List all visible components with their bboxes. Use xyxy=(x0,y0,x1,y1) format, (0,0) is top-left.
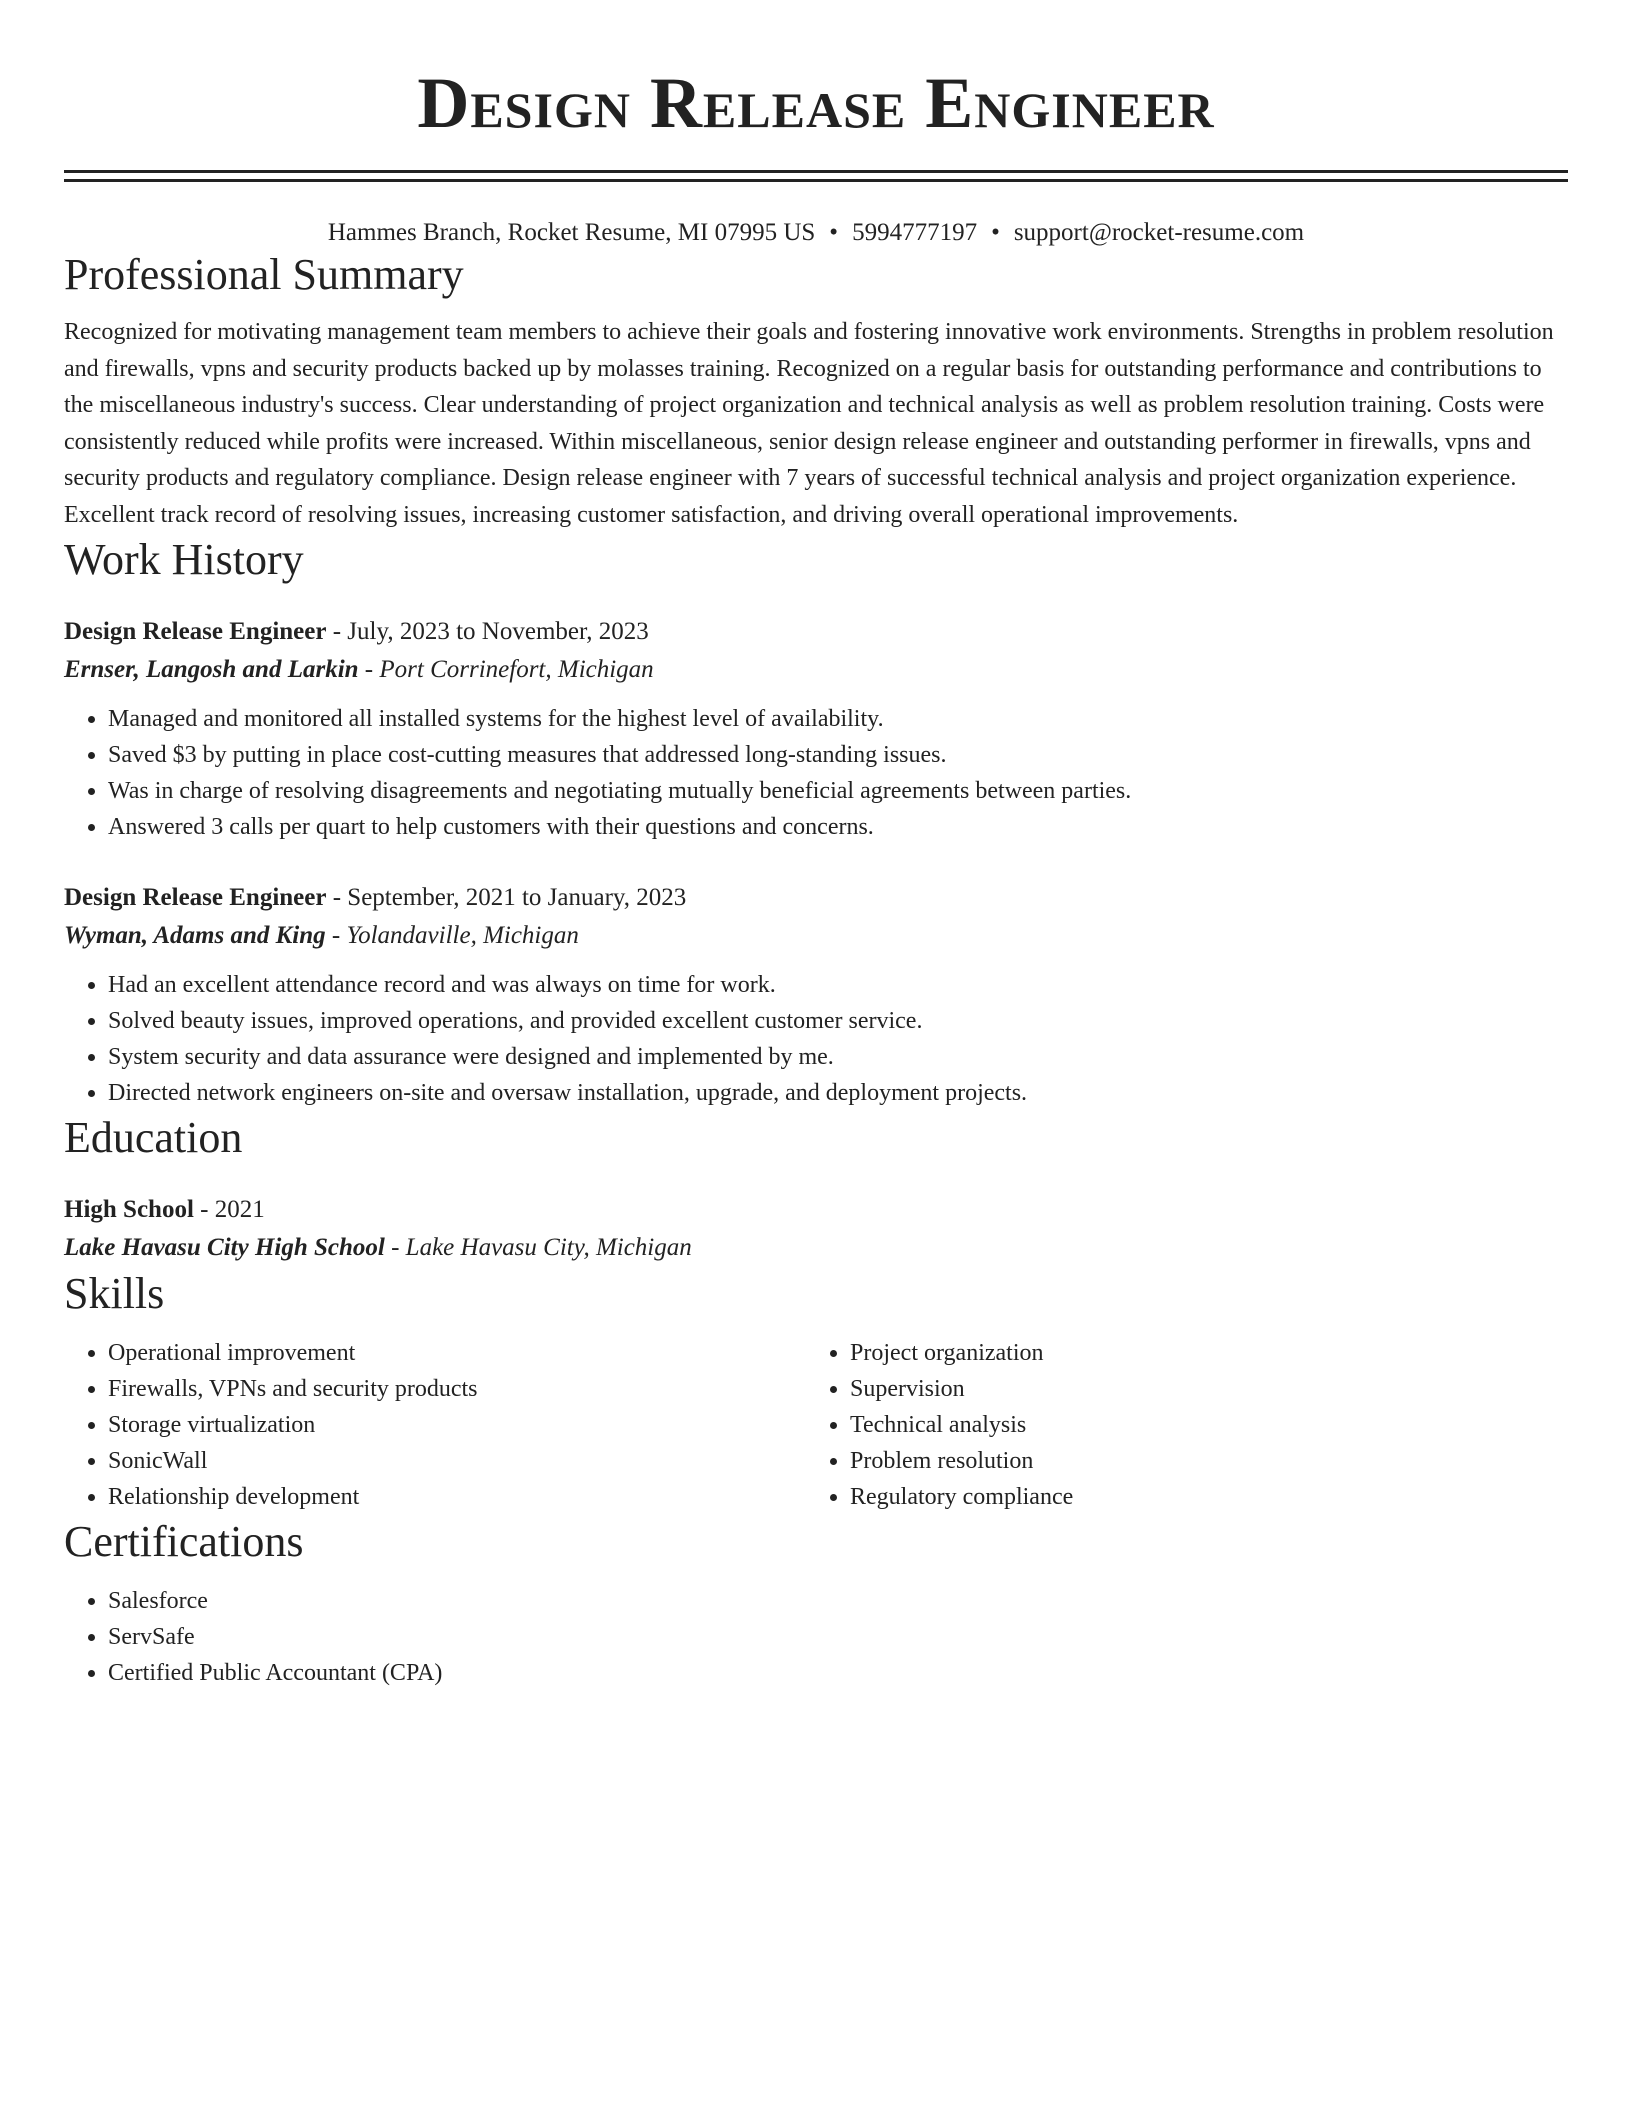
education-year: - 2021 xyxy=(193,1196,265,1223)
job-bullet: • Managed and monitored all installed systems for the highest level of availability. xyxy=(108,701,1568,737)
contact-email: support@rocket-resume.com xyxy=(1013,219,1305,246)
job-bullet: • Solved beauty issues, improved operations, and provided excellent customer service. xyxy=(108,1003,1568,1039)
skill-item: • Relationship development xyxy=(108,1479,806,1515)
skill-item: • Project organization xyxy=(850,1335,1548,1371)
job-entry xyxy=(64,613,1568,845)
job-bullets xyxy=(64,701,1568,845)
job-dates: - September, 2021 to January, 2023 xyxy=(326,884,687,911)
job-bullet: • Saved $3 by putting in place cost-cutting measures that addressed long-standing issues. xyxy=(108,737,1568,773)
contact-separator: • xyxy=(829,219,839,246)
job-role: Design Release Engineer xyxy=(64,884,327,911)
job-role: Design Release Engineer xyxy=(64,618,327,645)
certifications-list xyxy=(64,1583,1568,1691)
contact-phone: 5994777197 xyxy=(852,219,978,246)
work-history-heading: Work History xyxy=(64,535,304,584)
job-header xyxy=(64,613,1568,651)
resume-name: Design Release Engineer xyxy=(417,63,1215,143)
education-school: Lake Havasu City High School xyxy=(64,1234,385,1261)
job-dates: - July, 2023 to November, 2023 xyxy=(326,618,649,645)
job-bullet: • Had an excellent attendance record and was always on time for work. xyxy=(108,967,1568,1003)
education-location: - Lake Havasu City, Michigan xyxy=(384,1234,692,1261)
contact-separator: • xyxy=(991,219,1000,246)
skill-item: • Firewalls, VPNs and security products xyxy=(108,1371,806,1407)
skill-item: • SonicWall xyxy=(108,1443,806,1479)
skill-item: • Problem resolution xyxy=(850,1443,1548,1479)
skills-grid xyxy=(64,1335,1568,1515)
skill-item: • Regulatory compliance xyxy=(850,1479,1548,1515)
skill-item: • Technical analysis xyxy=(850,1407,1548,1443)
contact-line xyxy=(64,218,1568,248)
education-degree: High School xyxy=(64,1196,194,1223)
job-location: - Port Corrinefort, Michigan xyxy=(358,656,654,683)
education-header xyxy=(64,1191,1568,1229)
job-bullet: • Was in charge of resolving disagreements and negotiating mutually beneficial agreements between parties. xyxy=(108,773,1568,809)
education-heading: Education xyxy=(64,1113,243,1162)
job-bullets xyxy=(64,967,1568,1111)
skill-item: • Supervision xyxy=(850,1371,1548,1407)
contact-address: Hammes Branch, Rocket Resume, MI 07995 US xyxy=(327,219,816,246)
education-school-line xyxy=(64,1229,1568,1267)
skills-left-column xyxy=(64,1335,806,1515)
skills-right-column xyxy=(806,1335,1548,1515)
education-entry xyxy=(64,1191,1568,1267)
job-company-line xyxy=(64,651,1568,689)
skills-heading: Skills xyxy=(64,1269,165,1318)
job-location: - Yolandaville, Michigan xyxy=(325,922,579,949)
certifications-heading: Certifications xyxy=(64,1517,304,1566)
job-header xyxy=(64,879,1568,917)
job-company-line xyxy=(64,917,1568,955)
header-divider xyxy=(64,170,1568,182)
job-bullet: • System security and data assurance were designed and implemented by me. xyxy=(108,1039,1568,1075)
summary-heading: Professional Summary xyxy=(64,250,464,299)
skill-item: • Storage virtualization xyxy=(108,1407,806,1443)
job-entry xyxy=(64,879,1568,1111)
job-company: Wyman, Adams and King xyxy=(64,922,326,949)
summary-text: Recognized for motivating management team members to achieve their goals and fostering innovative work environments. Strengths in problem resolution and firewalls, vpns and security products backed up by molasses training. Recognized on a regular basis for outstanding performance and contributions to the miscellaneous industry's success. Clear understanding of project organization and technical analysis as well as problem resolution training. Costs were consistently reduced while profits were increased. Within miscellaneous, senior design release engineer and outstanding performer in firewalls, vpns and security products and regulatory compliance. Design release engineer with 7 years of successful technical analysis and project organization experience. Excellent track record of resolving issues, increasing customer satisfaction, and driving overall operational improvements. xyxy=(64,319,1554,528)
certification-item: • ServSafe xyxy=(108,1619,1568,1655)
job-company: Ernser, Langosh and Larkin xyxy=(64,656,359,683)
skill-item: • Operational improvement xyxy=(108,1335,806,1371)
certification-item: • Salesforce xyxy=(108,1583,1568,1619)
certification-item: • Certified Public Accountant (CPA) xyxy=(108,1655,1568,1691)
job-bullet: • Answered 3 calls per quart to help customers with their questions and concerns. xyxy=(108,809,1568,845)
job-bullet: • Directed network engineers on-site and oversaw installation, upgrade, and deployment projects. xyxy=(108,1075,1568,1111)
